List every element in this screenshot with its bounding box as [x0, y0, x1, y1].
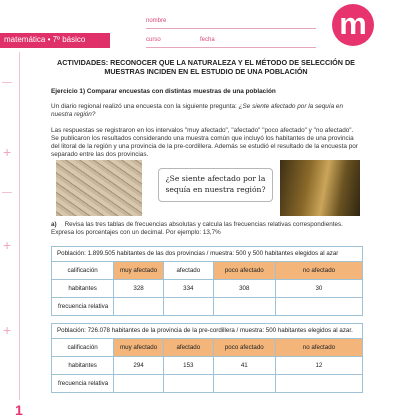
plus-icon: +	[3, 322, 12, 338]
answer-cell[interactable]	[163, 298, 213, 316]
table-cell: 41	[213, 357, 275, 375]
page-number-mark: 1	[15, 402, 23, 418]
table-header-row	[52, 262, 363, 280]
task-label: a)	[51, 221, 57, 228]
table-1	[51, 261, 363, 316]
table-cell: 308	[213, 280, 275, 298]
name-field-line	[146, 28, 316, 29]
intro-paragraph	[51, 103, 361, 119]
table-cell: frecuencia relativa	[52, 375, 114, 393]
table-cell: habitantes	[52, 357, 114, 375]
cracked-earth-photo	[56, 160, 142, 216]
title-line-1: ACTIVIDADES: RECONOCER QUE LA NATURALEZA Y EL MÉTODO DE SELECCIÓN DE	[57, 58, 355, 67]
margin-tick	[2, 82, 12, 83]
table-cell: habitantes	[52, 280, 114, 298]
table-2	[51, 338, 363, 393]
task-a	[51, 221, 361, 237]
margin-line	[19, 52, 20, 400]
table-row	[52, 280, 363, 298]
table-row	[52, 375, 363, 393]
table-header-cell: calificación	[52, 339, 114, 357]
table-cell: 294	[114, 357, 164, 375]
main-content	[51, 58, 361, 159]
answer-cell[interactable]	[275, 298, 362, 316]
margin-tick	[2, 192, 12, 193]
illustration-row	[56, 160, 360, 216]
table-header-cell: muy afectado	[114, 262, 164, 280]
answer-cell[interactable]	[114, 298, 164, 316]
table-cell: 334	[163, 280, 213, 298]
worksheet-header	[0, 0, 400, 52]
answer-cell[interactable]	[213, 375, 275, 393]
table-cell: 153	[163, 357, 213, 375]
bubble-line-1: ¿Se siente afectado por la	[165, 174, 266, 183]
bubble-line-2: sequía en nuestra región?	[165, 185, 266, 194]
table-cell: 328	[114, 280, 164, 298]
table-header-cell: calificación	[52, 262, 114, 280]
page-title	[51, 58, 361, 76]
table-header-cell: poco afectado	[213, 339, 275, 357]
answer-cell[interactable]	[114, 375, 164, 393]
exercise-heading: Ejercicio 1) Comparar encuestas con distintas muestras de una población	[51, 88, 276, 95]
dry-vegetation-photo	[280, 160, 360, 216]
table-header-cell: afectado	[163, 339, 213, 357]
subject-tab	[0, 33, 110, 48]
frequency-table-1	[51, 246, 363, 316]
date-field-label: fecha	[200, 37, 215, 43]
intro-text: Un diario regional realizó una encuesta con la siguiente pregunta:	[51, 103, 239, 110]
plus-icon: +	[3, 144, 12, 160]
intro-question: ¿Se siente afectado por la sequía en nuestra región?	[51, 103, 344, 118]
logo-letter: m	[339, 6, 367, 41]
table-cell: 12	[275, 357, 362, 375]
table-2-caption: Población: 726.078 habitantes de la provincia de la pre-cordillera / muestra: 500 habitantes elegidos al azar.	[51, 323, 363, 338]
margin-decoration	[0, 52, 26, 400]
table-header-cell: no afectado	[275, 339, 362, 357]
answer-cell[interactable]	[163, 375, 213, 393]
answer-cell[interactable]	[213, 298, 275, 316]
table-header-cell: no afectado	[275, 262, 362, 280]
table-row	[52, 298, 363, 316]
table-row	[52, 357, 363, 375]
frequency-table-2	[51, 323, 363, 393]
table-header-cell: afectado	[163, 262, 213, 280]
plus-icon: +	[3, 237, 12, 253]
title-line-2: MUESTRAS INCIDEN EN EL ESTUDIO DE UNA POBLACIÓN	[104, 67, 308, 76]
table-header-cell: muy afectado	[114, 339, 164, 357]
table-1-caption: Población: 1.899.505 habitantes de las dos provincias / muestra: 500 y 500 habitantes elegidos al azar	[51, 246, 363, 261]
course-field-label: curso	[146, 37, 161, 43]
table-header-row	[52, 339, 363, 357]
table-header-cell: poco afectado	[213, 262, 275, 280]
question-bubble	[158, 168, 273, 202]
body-paragraph: Las respuestas se registraron en los intervalos "muy afectado", "afectado" "poco afectado" y "no afectado". Se publicaron los resultados considerando una muestra común que incluyó los habitantes de una provincia del litoral de la región y una provincia de la pre-cordillera. Además se estudió el resultado de la encuesta por separado entre las dos provincias.	[51, 127, 358, 158]
table-cell: frecuencia relativa	[52, 298, 114, 316]
answer-cell[interactable]	[275, 375, 362, 393]
name-field-label: nombre	[146, 18, 167, 24]
logo	[332, 4, 374, 46]
subject-label: matemática • 7º básico	[4, 35, 86, 44]
task-text: Revisa las tres tablas de frecuencias absolutas y calcula las frecuencias relativas correspondientes. Expresa los porcentajes con un decimal. Por ejemplo: 13,7%	[51, 221, 343, 236]
question-bubble-text	[159, 169, 272, 195]
table-cell: 30	[275, 280, 362, 298]
course-date-field-line	[146, 47, 316, 48]
